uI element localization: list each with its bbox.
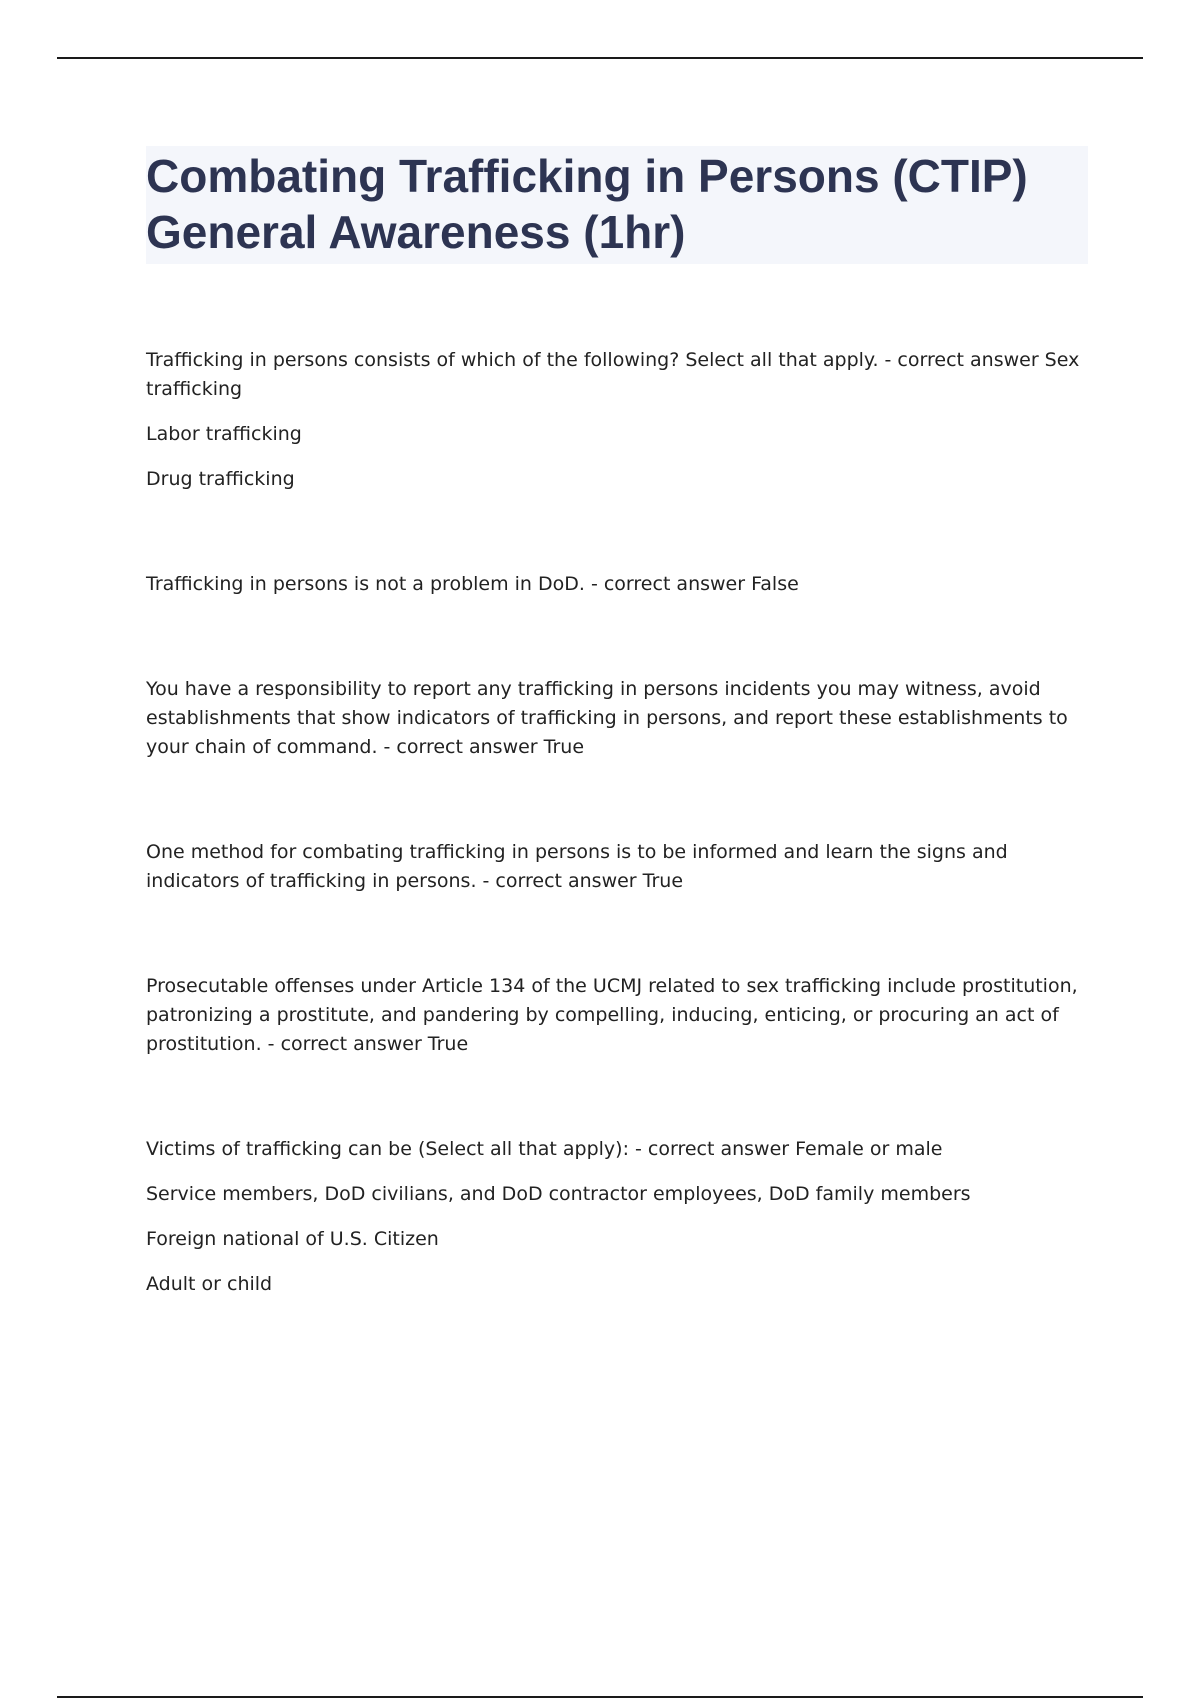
qa-item-3 bbox=[146, 675, 1086, 762]
title-line-2: General Awareness (1hr) bbox=[146, 206, 686, 258]
qa-item-6 bbox=[146, 1135, 1086, 1299]
qa-6-answer-2: Service members, DoD civilians, and DoD contractor employees, DoD family members bbox=[146, 1183, 971, 1205]
qa-1-question: Trafficking in persons consists of which of the following? Select all that apply. - correct answer Sex trafficking bbox=[146, 349, 1080, 400]
qa-5-question: Prosecutable offenses under Article 134 of the UCMJ related to sex trafficking include prostitution, patronizing a prostitute, and pandering by compelling, inducing, enticing, or procuring an act of prostitution. - correct answer True bbox=[146, 975, 1078, 1055]
bottom-rule bbox=[57, 1696, 1143, 1698]
qa-6-question: Victims of trafficking can be (Select all that apply): - correct answer Female or male bbox=[146, 1138, 943, 1160]
qa-item-4 bbox=[146, 838, 1086, 896]
qa-list bbox=[146, 346, 1086, 1299]
qa-6-answer-4: Adult or child bbox=[146, 1273, 273, 1295]
qa-item-5 bbox=[146, 972, 1086, 1059]
top-rule bbox=[57, 57, 1143, 59]
title-line-1: Combating Trafficking in Persons (CTIP) bbox=[146, 150, 1028, 202]
qa-4-question: One method for combating trafficking in persons is to be informed and learn the signs and indicators of trafficking in persons. - correct answer True bbox=[146, 841, 1008, 892]
qa-3-question: You have a responsibility to report any trafficking in persons incidents you may witness, avoid establishments that show indicators of trafficking in persons, and report these establishments to your chain of command. - correct answer True bbox=[146, 678, 1068, 758]
qa-6-answer-3: Foreign national of U.S. Citizen bbox=[146, 1228, 439, 1250]
qa-item-1 bbox=[146, 346, 1086, 494]
qa-item-2 bbox=[146, 570, 1086, 599]
qa-1-answer-3: Drug trafficking bbox=[146, 468, 295, 490]
qa-2-question: Trafficking in persons is not a problem in DoD. - correct answer False bbox=[146, 573, 799, 595]
document-title bbox=[146, 146, 1088, 264]
qa-1-answer-2: Labor trafficking bbox=[146, 423, 302, 445]
